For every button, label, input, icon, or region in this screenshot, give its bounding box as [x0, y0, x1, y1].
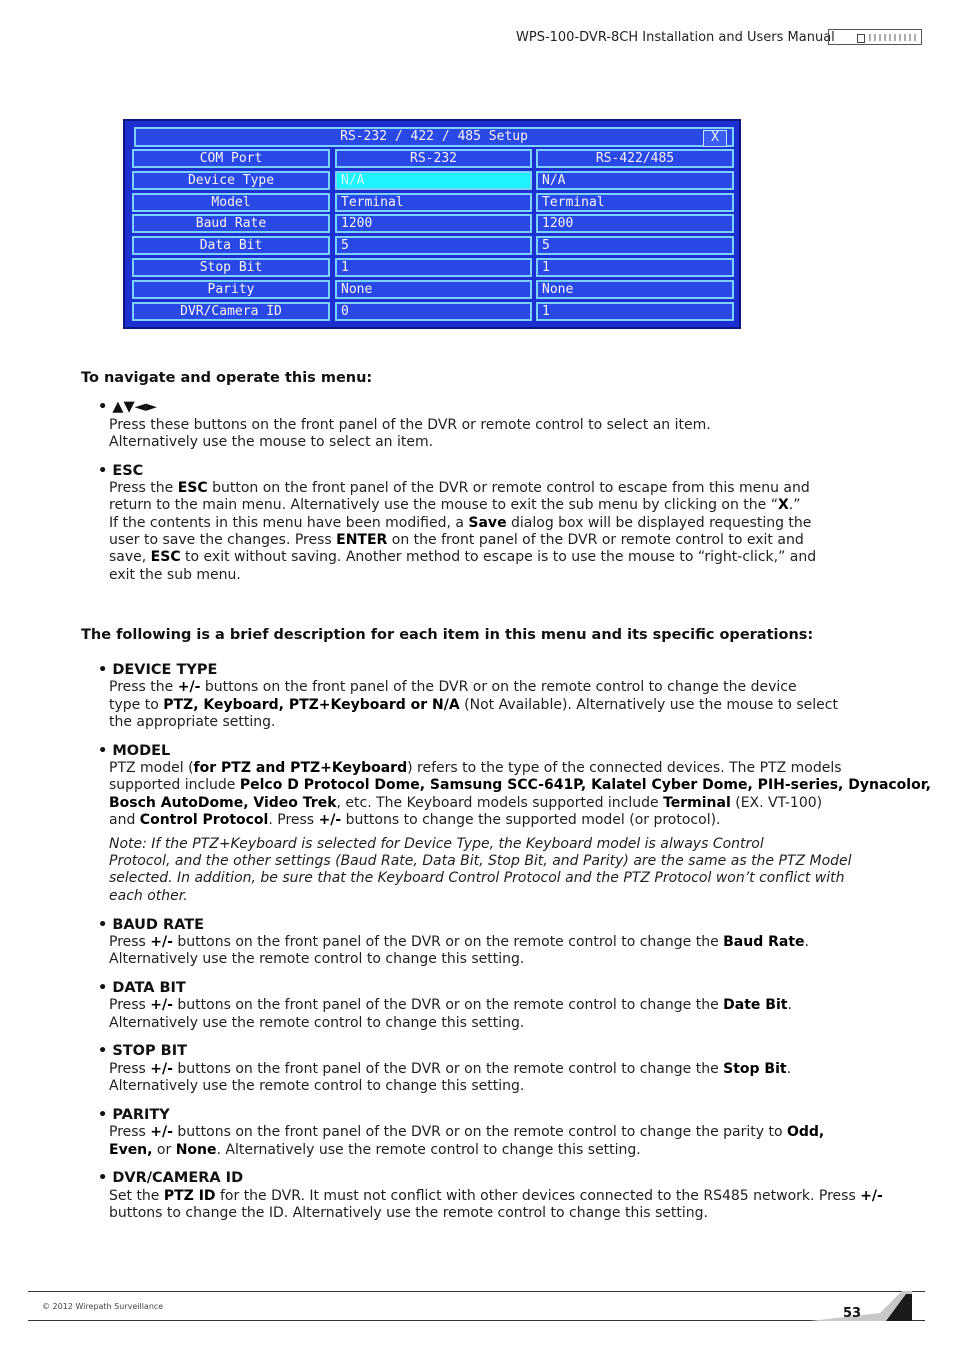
osd-cell-label: DVR/Camera ID	[132, 302, 330, 321]
page-number: 53	[843, 1306, 862, 1321]
osd-cell-rs232[interactable]: Terminal	[335, 193, 532, 212]
model-text-2: supported include Pelco D Protocol Dome, Samsung SCC-641P, Kalatel Cyber Dome, PIH-series, Dynacolor,	[109, 777, 931, 793]
footer-rule-bottom	[28, 1320, 925, 1321]
osd-cell-label: COM Port	[132, 149, 330, 168]
note-text-2: Protocol, and the other settings (Baud Rate, Data Bit, Stop Bit, and Parity) are the same as the PTZ Model	[109, 853, 852, 869]
arrows-bullet: • ▲▼◄►	[98, 399, 157, 415]
osd-cell-rs422[interactable]: RS-422/485	[536, 149, 734, 168]
osd-cell-rs422[interactable]: 1	[536, 258, 734, 277]
rs232-setup-screenshot	[123, 119, 741, 329]
camera-id-text-2: buttons to change the ID. Alternatively use the remote control to change this setting.	[109, 1205, 708, 1221]
device-type-text-2: type to PTZ, Keyboard, PTZ+Keyboard or N/A (Not Available). Alternatively use the mouse to select	[109, 697, 838, 713]
model-bullet: • MODEL	[98, 743, 171, 759]
nav-heading: To navigate and operate this menu:	[81, 370, 373, 386]
osd-cell-rs422[interactable]: 1200	[536, 214, 734, 233]
esc-text-1: Press the ESC button on the front panel of the DVR or remote control to escape from this menu and	[109, 480, 810, 496]
device-type-text-3: the appropriate setting.	[109, 714, 276, 730]
baud-rate-text-2: Alternatively use the remote control to change this setting.	[109, 951, 525, 967]
footer-rule-top	[28, 1291, 925, 1292]
note-text-4: each other.	[109, 888, 188, 904]
data-bit-bullet: • DATA BIT	[98, 980, 186, 996]
close-icon[interactable]: X	[703, 130, 727, 147]
stop-bit-text-2: Alternatively use the remote control to change this setting.	[109, 1078, 525, 1094]
osd-title	[134, 127, 734, 147]
osd-cell-label: Parity	[132, 280, 330, 299]
osd-cell-rs422[interactable]: 1	[536, 302, 734, 321]
osd-cell-label: Device Type	[132, 171, 330, 190]
camera-id-text-1: Set the PTZ ID for the DVR. It must not conflict with other devices connected to the RS485 network. Press +/-	[109, 1188, 883, 1204]
esc-text-4: user to save the changes. Press ENTER on the front panel of the DVR or remote control to exit and	[109, 532, 804, 548]
osd-cell-rs422[interactable]: N/A	[536, 171, 734, 190]
camera-id-bullet: • DVR/CAMERA ID	[98, 1170, 244, 1186]
osd-cell-rs232[interactable]: 1200	[335, 214, 532, 233]
stop-bit-text-1: Press +/- buttons on the front panel of the DVR or on the remote control to change the Stop Bit.	[109, 1061, 792, 1077]
parity-text-1: Press +/- buttons on the front panel of the DVR or on the remote control to change the parity to Odd,	[109, 1124, 825, 1140]
parity-bullet: • PARITY	[98, 1107, 170, 1123]
baud-rate-bullet: • BAUD RATE	[98, 917, 205, 933]
osd-cell-rs232[interactable]: 1	[335, 258, 532, 277]
arrows-text-2: Alternatively use the mouse to select an item.	[109, 434, 434, 450]
osd-cell-rs232[interactable]: N/A	[335, 171, 532, 190]
esc-text-6: exit the sub menu.	[109, 567, 241, 583]
esc-bullet: • ESC	[98, 463, 144, 479]
osd-cell-label: Data Bit	[132, 236, 330, 255]
esc-text-3: If the contents in this menu have been modified, a Save dialog box will be displayed requesting the	[109, 515, 812, 531]
footer-copyright: © 2012 Wirepath Surveillance	[42, 1302, 164, 1311]
osd-cell-label: Baud Rate	[132, 214, 330, 233]
osd-cell-rs422[interactable]: None	[536, 280, 734, 299]
device-type-bullet: • DEVICE TYPE	[98, 662, 218, 678]
data-bit-text-2: Alternatively use the remote control to change this setting.	[109, 1015, 525, 1031]
note-text-3: selected. In addition, be sure that the Keyboard Control Protocol and the PTZ Protocol won’t conflict with	[109, 870, 845, 886]
osd-cell-label: Stop Bit	[132, 258, 330, 277]
osd-cell-rs422[interactable]: 5	[536, 236, 734, 255]
note-text-1: Note: If the PTZ+Keyboard is selected for Device Type, the Keyboard model is always Control	[109, 836, 764, 852]
osd-cell-label: Model	[132, 193, 330, 212]
osd-cell-rs232[interactable]: RS-232	[335, 149, 532, 168]
desc-heading: The following is a brief description for each item in this menu and its specific operations:	[81, 627, 814, 643]
device-thumbnail-icon	[828, 29, 922, 45]
model-text-1: PTZ model (for PTZ and PTZ+Keyboard) refers to the type of the connected devices. The PTZ models	[109, 760, 842, 776]
osd-cell-rs422[interactable]: Terminal	[536, 193, 734, 212]
header-title: WPS-100-DVR-8CH Installation and Users Manual	[516, 30, 835, 45]
device-type-text-1: Press the +/- buttons on the front panel of the DVR or on the remote control to change the device	[109, 679, 797, 695]
osd-cell-rs232[interactable]: 5	[335, 236, 532, 255]
esc-text-2: return to the main menu. Alternatively use the mouse to exit the sub menu by clicking on the “X.”	[109, 497, 801, 513]
osd-cell-rs232[interactable]: None	[335, 280, 532, 299]
model-text-3: Bosch AutoDome, Video Trek, etc. The Keyboard models supported include Terminal (EX. VT-100)	[109, 795, 823, 811]
osd-cell-rs232[interactable]: 0	[335, 302, 532, 321]
baud-rate-text-1: Press +/- buttons on the front panel of the DVR or on the remote control to change the Baud Rate.	[109, 934, 809, 950]
stop-bit-bullet: • STOP BIT	[98, 1043, 187, 1059]
osd-title-text: RS-232 / 422 / 485 Setup	[340, 129, 528, 144]
arrows-text-1: Press these buttons on the front panel of the DVR or remote control to select an item.	[109, 417, 711, 433]
model-text-4: and Control Protocol. Press +/- buttons to change the supported model (or protocol).	[109, 812, 721, 828]
esc-text-5: save, ESC to exit without saving. Another method to escape is to use the mouse to “right-click,” and	[109, 549, 817, 565]
data-bit-text-1: Press +/- buttons on the front panel of the DVR or on the remote control to change the Date Bit.	[109, 997, 792, 1013]
parity-text-2: Even, or None. Alternatively use the remote control to change this setting.	[109, 1142, 641, 1158]
